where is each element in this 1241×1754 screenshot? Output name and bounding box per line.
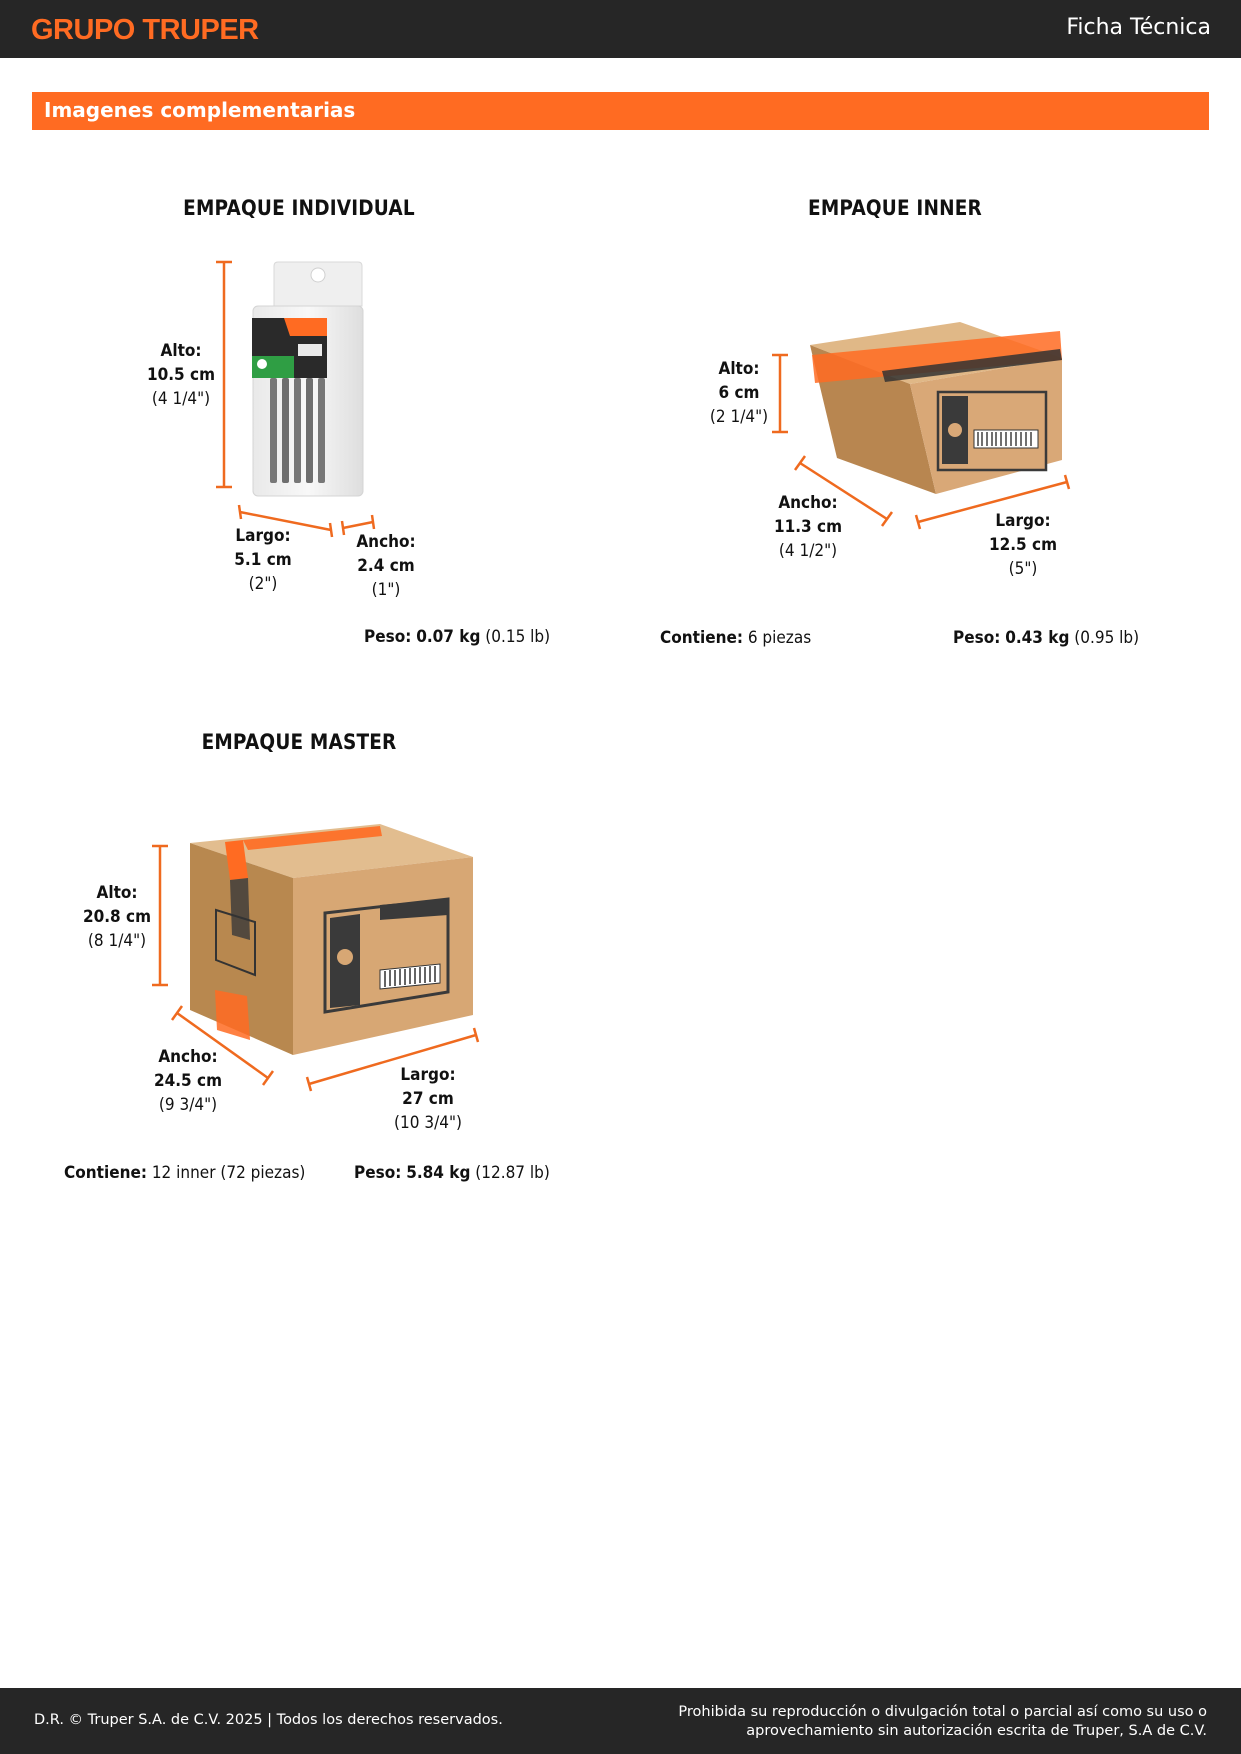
alto-value: 10.5 cm [146,365,216,385]
contiene-label: Contiene: [660,628,743,648]
ancho-label: Ancho: [778,493,838,513]
peso-imperial: (12.87 lb) [475,1163,550,1183]
inner-alto [710,357,768,429]
peso-label: Peso: [354,1163,402,1183]
peso-imperial: (0.15 lb) [485,627,551,647]
ancho-imperial: (9 3/4") [158,1095,218,1115]
alto-imperial: (8 1/4") [87,931,147,951]
peso-label: Peso: [364,627,412,647]
individual-peso [364,627,550,647]
largo-imperial: (5") [1008,559,1038,579]
master-box-image [190,824,473,1055]
alto-imperial: (4 1/4") [151,389,211,409]
brand-logo: GRUPO TRUPER [31,14,259,46]
alto-value: 20.8 cm [82,907,152,927]
largo-value: 5.1 cm [234,550,292,570]
document-title: Ficha Técnica [1066,15,1211,40]
master-contiene [64,1163,305,1183]
alto-label: Alto: [96,883,138,903]
contiene-value: 6 piezas [747,628,812,648]
inner-largo [989,509,1057,581]
ancho-label: Ancho: [158,1047,218,1067]
master-peso [354,1163,550,1183]
peso-value: 5.84 kg [406,1163,471,1183]
contiene-label: Contiene: [64,1163,147,1183]
alto-value: 6 cm [718,383,760,403]
contiene-value: 12 inner (72 piezas) [151,1163,306,1183]
individual-ancho [356,530,415,602]
peso-imperial: (0.95 lb) [1074,628,1140,648]
master-largo [394,1063,462,1135]
peso-value: 0.43 kg [1005,628,1070,648]
largo-label: Largo: [400,1065,456,1085]
largo-value: 12.5 cm [988,535,1058,555]
individual-alto [147,339,215,411]
largo-label: Largo: [995,511,1051,531]
alto-label: Alto: [160,341,202,361]
ancho-value: 11.3 cm [773,517,843,537]
peso-label: Peso: [953,628,1001,648]
ancho-value: 2.4 cm [357,556,415,576]
master-title: EMPAQUE MASTER [201,730,397,754]
inner-ancho [774,491,842,563]
peso-value: 0.07 kg [416,627,481,647]
inner-title: EMPAQUE INNER [808,196,982,220]
footer-bar [0,1688,1241,1754]
individual-largo [234,524,291,596]
ancho-imperial: (4 1/2") [778,541,838,561]
blister-pack-image [252,262,363,496]
section-title: Imagenes complementarias [44,98,356,122]
largo-label: Largo: [235,526,291,546]
alto-imperial: (2 1/4") [709,407,769,427]
master-ancho [154,1045,222,1117]
largo-imperial: (2") [248,574,278,594]
ancho-imperial: (1") [371,580,401,600]
inner-contiene [660,628,811,648]
inner-box-image [810,322,1062,494]
largo-value: 27 cm [402,1089,454,1109]
master-alto [83,881,151,953]
copyright-text: D.R. © Truper S.A. de C.V. 2025 | Todos los derechos reservados. [34,1712,503,1728]
ancho-label: Ancho: [356,532,416,552]
legal-notice: Prohibida su reproducción o divulgación total o parcial así como su uso o aprovechamiento sin autorización escrita de Truper, S.A de C.V. [678,1704,1207,1739]
individual-title: EMPAQUE INDIVIDUAL [183,196,415,220]
ancho-value: 24.5 cm [153,1071,223,1091]
alto-label: Alto: [718,359,760,379]
largo-imperial: (10 3/4") [394,1113,462,1133]
inner-peso [953,628,1139,648]
